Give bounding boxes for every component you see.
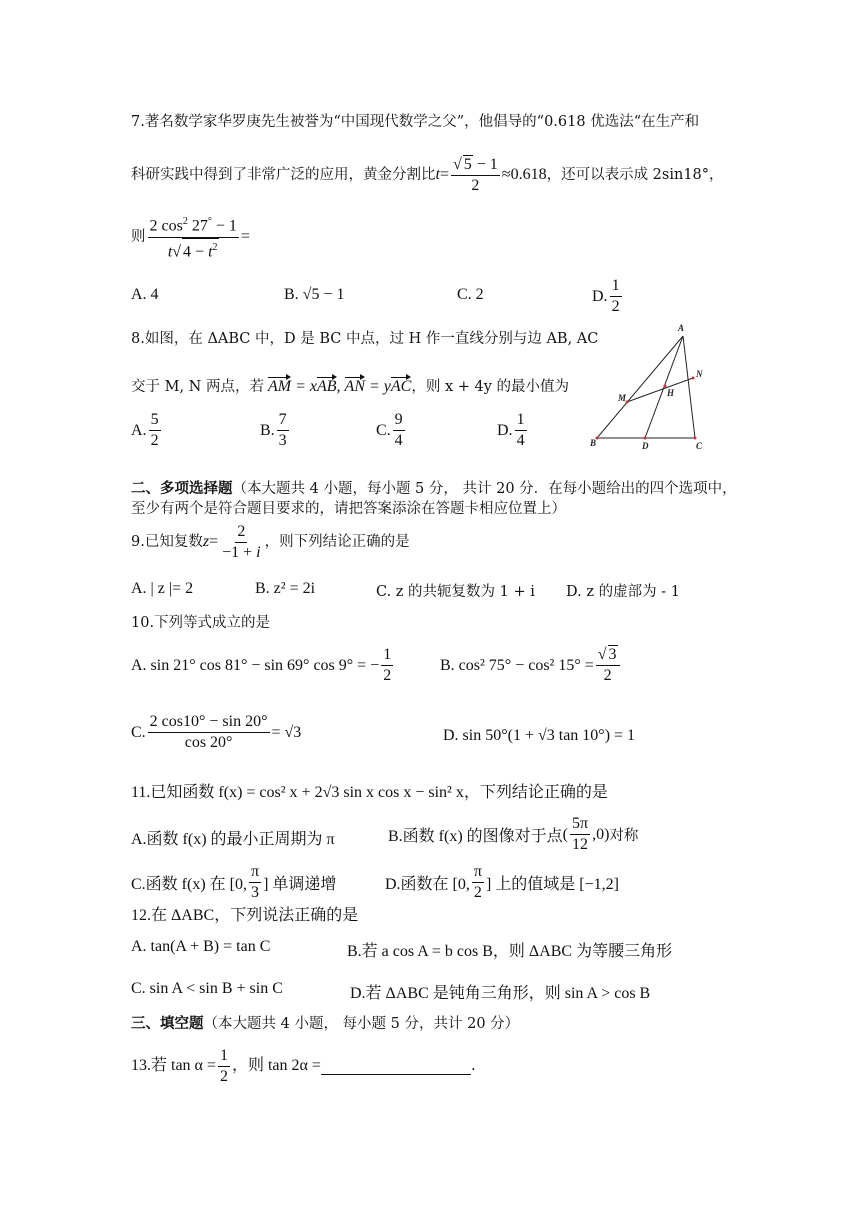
q11-option-b: B.函数 f(x) 的图像对于点 ( $\frac{5\pi}{12}$ ,0) 对称 xyxy=(388,815,639,853)
q7-line3: 则 $\frac{2 \cos^2 27^\circ - 1}{t√ 4 - t^2}$ = xyxy=(131,214,250,260)
q7-expression: $\frac{2 \cos^2 27^\circ - 1}{t√ 4 - t^2}$ xyxy=(148,212,239,262)
label-b: B xyxy=(590,438,597,448)
label-m: M xyxy=(618,393,627,403)
section-3-header: 三、填空题（本大题共 4 小题， 每小题 5 分，共计 20 分） xyxy=(131,1015,520,1032)
t-var: t xyxy=(435,166,440,183)
label-h: H xyxy=(667,388,675,398)
approx-value: ≈0.618 xyxy=(501,166,547,183)
q9-option-d: D. z 的虚部为 - 1 xyxy=(566,584,680,600)
q13-answer-blank[interactable] xyxy=(321,1058,471,1075)
q7-option-a: A. 4 xyxy=(131,286,159,303)
label-c: C xyxy=(696,441,703,450)
q10-stem: 10.下列等式成立的是 xyxy=(131,615,271,631)
q7-ze: 则 xyxy=(131,229,146,245)
label-d: D xyxy=(642,441,649,450)
q9-option-b: B. z² = 2i xyxy=(255,580,316,597)
q12-option-c: C. sin A < sin B + sin C xyxy=(131,980,283,997)
q7-option-b: B. √5 − 1 xyxy=(284,286,345,303)
q8-option-a: A. $\frac{5}{2}$ xyxy=(131,411,159,449)
q11-option-c: C.函数 f(x) 在 [0, $\frac{\pi}{3}$ ] 单调递增 xyxy=(131,863,337,901)
section-2-header: 二、多项选择题（本大题共 4 小题，每小题 5 分， 共计 20 分．在每小题给出的四个选项中， xyxy=(131,480,737,497)
q10-option-d: D. sin 50°(1 + √3 tan 10°) = 1 xyxy=(443,727,636,744)
q8-option-d: D. $\frac{1}{4}$ xyxy=(497,411,525,449)
q13-stem: 13.若 tan α = $\frac{1}{2}$ ，则 tan 2α = . xyxy=(131,1046,476,1085)
section-2-desc: 至少有两个是符合题目要求的，请把答案添涂在答题卡相应位置上） xyxy=(131,501,566,517)
q12-option-a: A. tan(A + B) = tan C xyxy=(131,938,271,955)
q10-option-b: B. cos² 75° − cos² 15° = $\frac{√ 3}{2}$ xyxy=(440,645,622,686)
q8-option-b: B. $\frac{7}{3}$ xyxy=(260,411,287,449)
q7-line1: 7.著名数学家华罗庚先生被誉为“中国现代数学之父”，他倡导的“0.618 优选法“在生产和 xyxy=(131,114,700,130)
triangle-figure xyxy=(585,320,715,450)
q8-line2: 交于 M, N 两点，若 AM = xAB, AN = yAC ，则 x + 4y 的最小值为 xyxy=(131,378,570,395)
q7-line2: 科研实践中得到了非常广泛的应用，黄金分割比 t = $\frac{√ 5 - 1}{2}$ ≈0.618 ，还可以表示成 2sin18°， xyxy=(131,155,724,194)
q7-text-2: ，还可以表示成 2sin18°， xyxy=(546,167,724,183)
q12-option-b: B.若 a cos A = b cos B，则 ΔABC 为等腰三角形 xyxy=(347,943,673,960)
q9-stem: 9.已知复数 z = $\frac{2}{-1 + i}$ ，则下列结论正确的是 xyxy=(131,522,410,561)
label-a: A xyxy=(678,323,685,333)
q11-option-d: D.函数在 [0, $\frac{\pi}{2}$ ] 上的值域是 [−1,2] xyxy=(385,863,619,901)
label-n: N xyxy=(696,369,703,379)
q9-option-a: A. | z |= 2 xyxy=(131,580,194,597)
q7-text: 科研实践中得到了非常广泛的应用，黄金分割比 xyxy=(131,167,436,183)
q7-option-c: C. 2 xyxy=(457,286,484,303)
q8-option-c: C. $\frac{9}{4}$ xyxy=(376,411,403,449)
q12-stem: 12.在 ΔABC，下列说法正确的是 xyxy=(131,907,359,924)
q10-option-c: C. $\frac{2 \cos 10^\circ - \sin 20^\circ}{\cos 20^\circ}$ = √3 xyxy=(131,713,302,751)
q8-line1: 8.如图，在 ΔABC 中，D 是 BC 中点，过 H 作一直线分别与边 AB, AC xyxy=(131,331,599,347)
q11-stem: 11.已知函数 f(x) = cos² x + 2√3 sin x cos x − sin² x，下列结论正确的是 xyxy=(131,784,608,801)
q7-option-d: D. $\frac{1}{2}$ xyxy=(592,277,620,315)
golden-ratio-fraction: $\frac{√ 5 - 1}{2}$ xyxy=(452,155,498,194)
q9-option-c: C. z 的共轭复数为 1 + i xyxy=(376,584,535,600)
q11-option-a: A.函数 f(x) 的最小正周期为 π xyxy=(131,831,335,848)
q10-option-a: A. sin 21° cos 81° − sin 69° cos 9° = − $\frac{1}{2}$ xyxy=(131,646,392,684)
q12-option-d: D.若 ΔABC 是钝角三角形，则 sin A > cos B xyxy=(350,985,651,1002)
